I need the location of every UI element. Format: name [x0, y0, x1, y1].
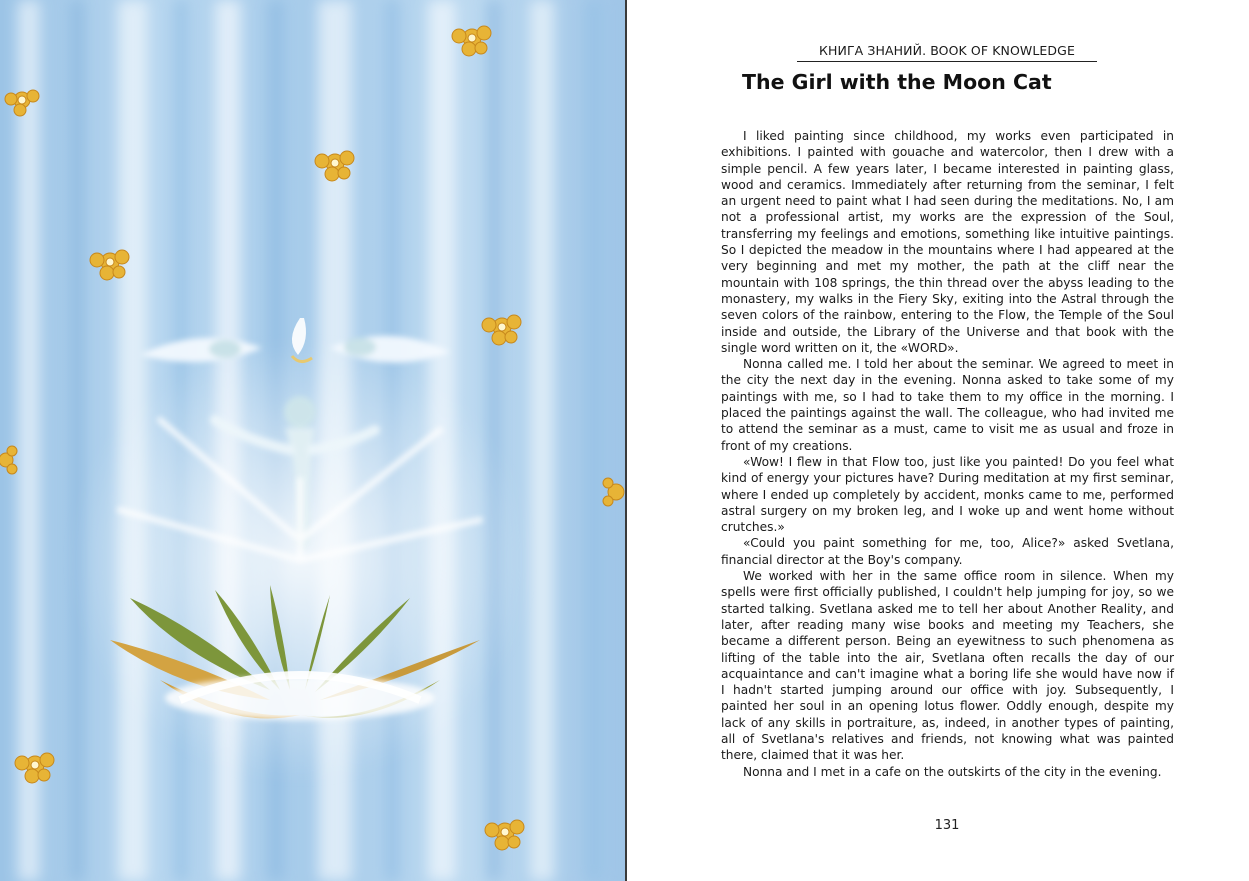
paragraph: We worked with her in the same office room in silence. When my spells were first officially published, I couldn't help jumping for joy, so we started talking. Svetlana asked me to tell her about Another Reality, and later, after reading many wise books and meeting my Teachers, she became a different person. Being an eyewitness to such phenomena as lifting of the table into the air, Svetlana often recalls the day of our acquaintance and can't imagine what a boring life she would have now if I hadn't started jumping around our office with joy. Subsequently, I painted her soul in an opening lotus flower. Oddly enough, despite my lack of any skills in portraiture, as, indeed, in another types of painting, all of Svetlana's relatives and friends, not knowing what was painted there, claimed that it was her.	[721, 569, 1174, 763]
paragraph: «Wow! I flew in that Flow too, just like you painted! Do you feel what kind of energy your pictures have? During meditation at my first seminar, where I ended up completely by accident, monks came to me, performed astral surgery on my broken leg, and I woke up and went home without crutches.»	[721, 454, 1174, 535]
page-number: 131	[934, 818, 960, 833]
text-page	[627, 0, 1249, 881]
paragraph: Nonna called me. I told her about the seminar. We agreed to meet in the city the next day in the evening. Nonna asked to take some of my paintings with me, so I had to take them to my office in the morning. I placed the paintings against the wall. The colleague, who had invited me to attend the seminar as a must, came to visit me as usual and froze in front of my creations.	[721, 357, 1174, 453]
running-head-rule	[797, 61, 1097, 62]
paragraph: «Could you paint something for me, too, Alice?» asked Svetlana, financial director at the Boy's company.	[721, 536, 1174, 567]
paragraph: Nonna and I met in a cafe on the outskirts of the city in the evening.	[743, 764, 1162, 779]
paragraph: I liked painting since childhood, my works even participated in exhibitions. I painted with gouache and watercolor, then I drew with a simple pencil. A few years later, I became interested in painting glass, wood and ceramics. Immediately after returning from the seminar, I felt an urgent need to paint what I had seen during the meditations. No, I am not a professional artist, my works are the expression of the Soul, transferring my feelings and emotions, something like intuitive paintings. So I depicted the meadow in the mountains where I had appeared at the very beginning and met my mother, the path at the cliff near the mountain with 108 springs, the thin thread over the abyss leading to the monastery, my walks in the Fiery Sky, exiting into the Astral through the seven colors of the rainbow, entering to the Flow, the Temple of the Soul inside and outside, the Library of the Universe and that book with the single word written on it, the «WORD».	[721, 129, 1174, 355]
running-head: КНИГА ЗНАНИЙ. BOOK OF KNOWLEDGE	[819, 43, 1075, 58]
body-text	[721, 128, 1174, 780]
chapter-title: The Girl with the Moon Cat	[742, 70, 1052, 94]
